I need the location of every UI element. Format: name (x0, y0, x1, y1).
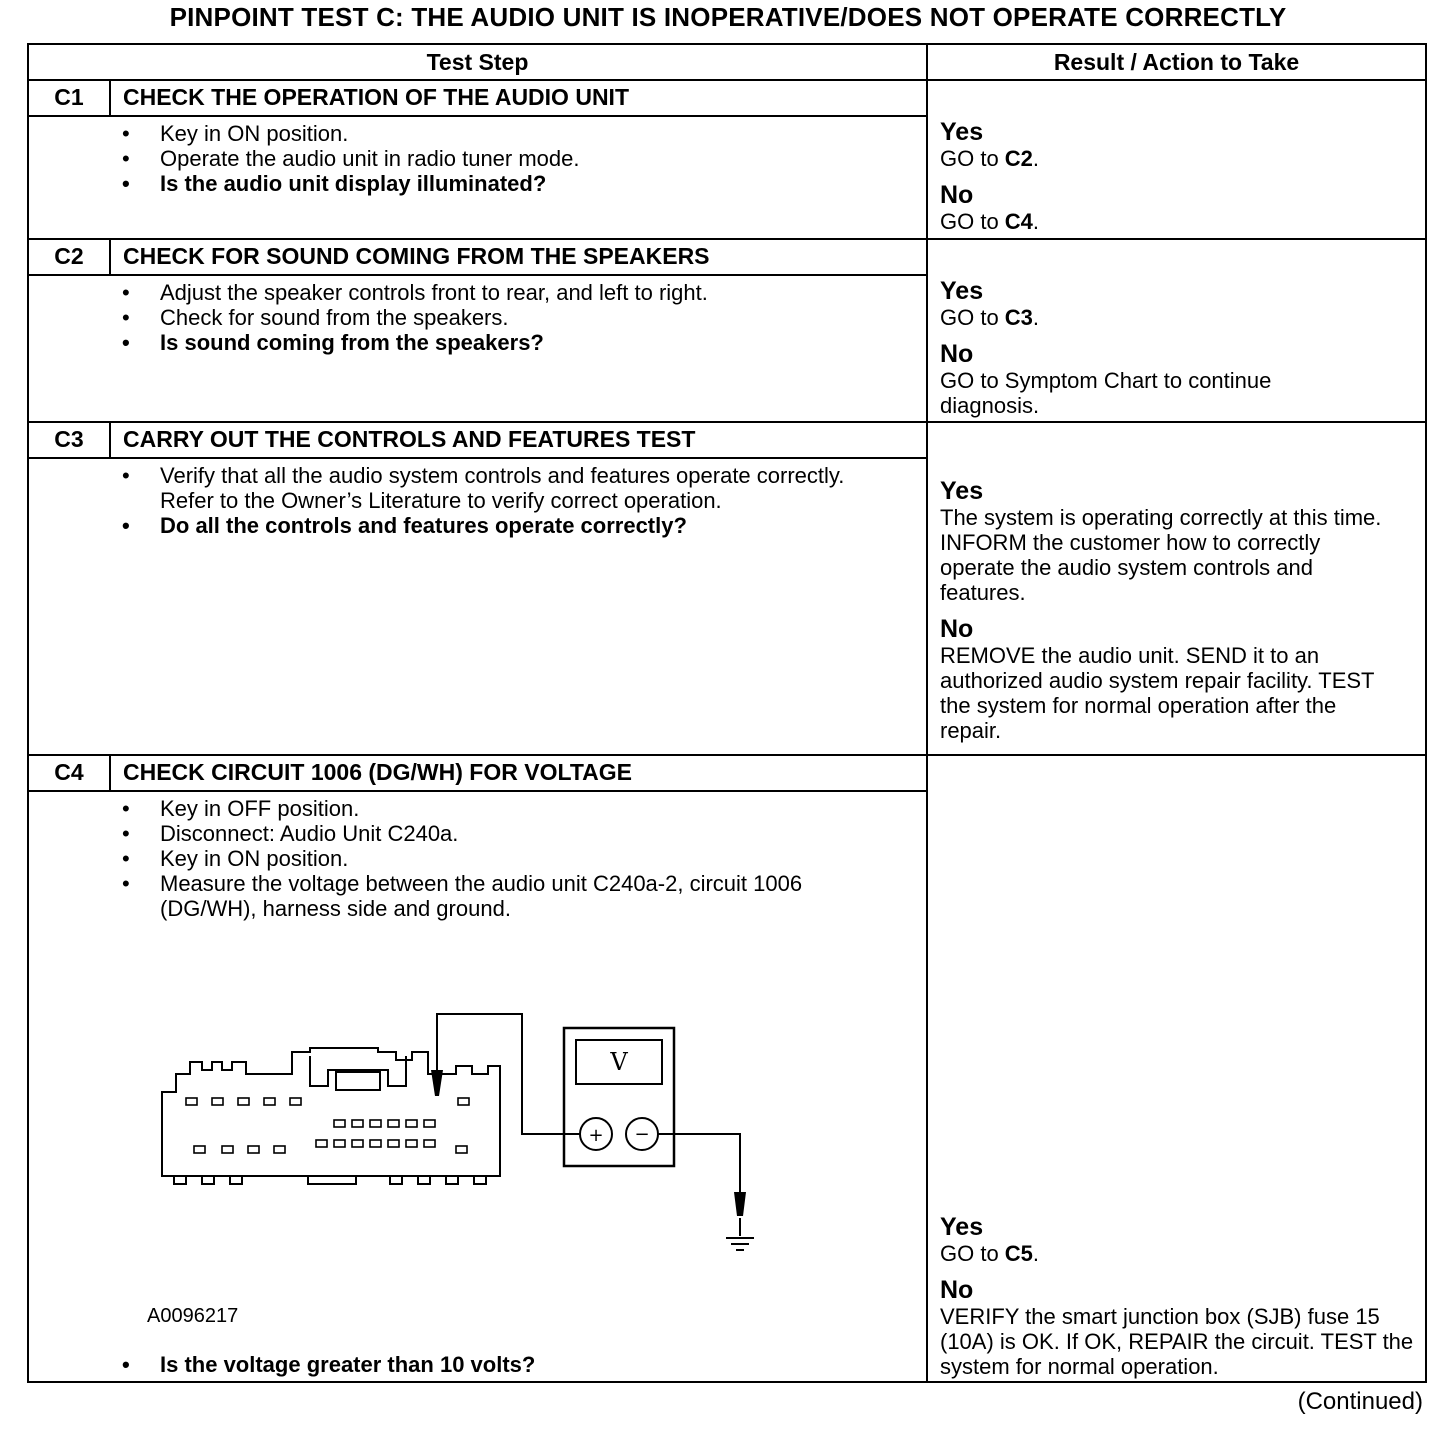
positive-lead (437, 1014, 580, 1134)
header-rule (27, 79, 1427, 81)
ground-icon (726, 1238, 754, 1250)
step-id-c2: C2 (54, 243, 84, 269)
result-c4 (940, 1213, 1422, 1379)
step-question: • Is the voltage greater than 10 volts? (120, 1352, 900, 1377)
step-title-c2: CHECK FOR SOUND COMING FROM THE SPEAKERS (123, 243, 710, 269)
yes-action: GO to C3. (940, 305, 1040, 330)
no-action: REMOVE the audio unit. SEND it to an authorized audio system repair facility. TEST the system for normal operation after the repair. (940, 643, 1375, 743)
no-action: GO to Symptom Chart to continue diagnosis. (940, 368, 1272, 418)
yes-action: GO to C2. (940, 146, 1040, 171)
header-test-step: Test Step (426, 49, 529, 75)
result-c1 (940, 118, 1422, 234)
c3-bottom-rule (27, 754, 1427, 756)
step-c4-question (120, 1352, 900, 1377)
step-c3-instructions (120, 463, 860, 538)
no-label: No (940, 1276, 974, 1304)
step-title-c1: CHECK THE OPERATION OF THE AUDIO UNIT (123, 84, 629, 110)
no-action: VERIFY the smart junction box (SJB) fuse 15 (10A) is OK. If OK, REPAIR the circuit. TEST the system for normal operation. (940, 1304, 1414, 1379)
step-question: • Is the audio unit display illuminated? (120, 171, 900, 196)
connector-outline (162, 1048, 500, 1176)
no-action: GO to C4. (940, 209, 1040, 234)
step-title-c4: CHECK CIRCUIT 1006 (DG/WH) FOR VOLTAGE (123, 759, 632, 785)
step-question: • Do all the controls and features operate correctly? (120, 513, 860, 538)
plus-label: + (588, 1125, 604, 1146)
c1-id-divider (109, 79, 111, 116)
c4-id-divider (109, 754, 111, 791)
list-item: • Verify that all the audio system controls and features operate correctly. Refer to the Owner’s Literature to verify correct operation. (120, 463, 860, 513)
result-c2 (940, 277, 1422, 418)
c3-id-divider (109, 421, 111, 458)
header-result: Result / Action to Take (1053, 49, 1300, 75)
c4-title-rule (27, 790, 927, 792)
result-c3 (940, 477, 1400, 743)
minus-label: − (634, 1124, 650, 1145)
c1-title-rule (27, 115, 927, 117)
figure-id: A0096217 (147, 1305, 239, 1327)
step-id-c3: C3 (54, 426, 84, 452)
probe-tip-icon (431, 1070, 443, 1096)
list-item: • Adjust the speaker controls front to rear, and left to right. (120, 280, 900, 305)
list-item: • Key in OFF position. (120, 796, 860, 821)
yes-label: Yes (940, 277, 984, 305)
step-c4-instructions (120, 796, 860, 921)
yes-action: GO to C5. (940, 1241, 1040, 1266)
c3-title-rule (27, 457, 927, 459)
list-item: • Check for sound from the speakers. (120, 305, 900, 330)
column-divider (926, 43, 928, 1383)
step-id-c4: C4 (54, 759, 84, 785)
ground-probe-icon (734, 1192, 746, 1216)
list-item: • Operate the audio unit in radio tuner mode. (120, 146, 900, 171)
list-item: • Disconnect: Audio Unit C240a. (120, 821, 860, 846)
yes-label: Yes (940, 477, 984, 505)
step-question: • Is sound coming from the speakers? (120, 330, 900, 355)
yes-label: Yes (940, 118, 984, 146)
yes-label: Yes (940, 1213, 984, 1241)
list-item: • Measure the voltage between the audio unit C240a-2, circuit 1006 (DG/WH), harness side and ground. (120, 871, 860, 921)
connector-pins (186, 1098, 469, 1153)
c2-bottom-rule (27, 421, 1427, 423)
step-title-c3: CARRY OUT THE CONTROLS AND FEATURES TEST (123, 426, 696, 452)
page-title: PINPOINT TEST C: THE AUDIO UNIT IS INOPERATIVE/DOES NOT OPERATE CORRECTLY (169, 2, 1287, 32)
voltmeter-symbol: V (610, 1048, 628, 1076)
list-item: • Key in ON position. (120, 846, 860, 871)
continued-label: (Continued) (1297, 1388, 1423, 1415)
step-c2-instructions (120, 280, 900, 355)
c2-title-rule (27, 274, 927, 276)
no-label: No (940, 340, 974, 368)
c2-id-divider (109, 238, 111, 275)
step-id-c1: C1 (54, 84, 84, 110)
step-c1-instructions (120, 121, 900, 196)
c1-bottom-rule (27, 238, 1427, 240)
list-item: • Key in ON position. (120, 121, 900, 146)
negative-lead (642, 1134, 740, 1192)
no-label: No (940, 181, 974, 209)
no-label: No (940, 615, 974, 643)
voltage-measurement-diagram (150, 1000, 770, 1260)
yes-action: The system is operating correctly at this time. INFORM the customer how to correctly operate the audio system controls and features. (940, 505, 1382, 605)
